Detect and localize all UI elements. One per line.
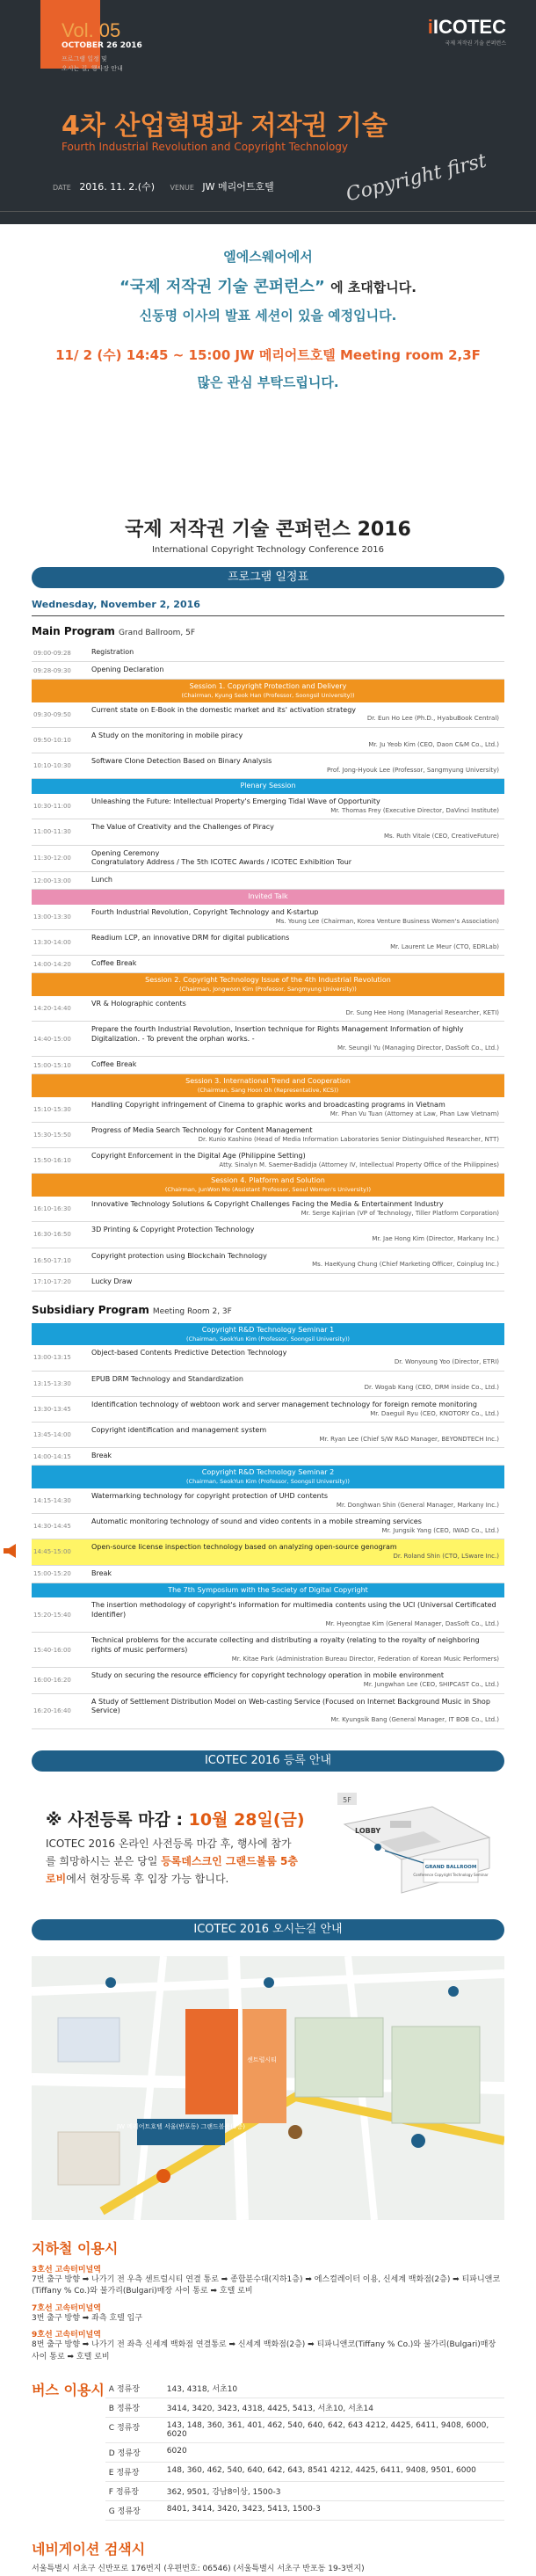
invite-conference-name: “국제 저작권 기술 콘퍼런스” [120,278,325,296]
hero-divider [0,211,536,212]
time-slot: 15:00-15:20 [33,1570,71,1578]
session-band [32,973,504,996]
bus-stop-name: B 정류장 [105,2398,163,2418]
talk-title: EPUB DRM Technology and Standardization Dr. Wogab Kang (CEO, DRM inside Co., Ltd.) [91,1374,499,1392]
schedule-row [32,1197,504,1222]
speaker: Prof. Jong-Hyouk Lee (Professor, Sangmyung University) [327,766,499,774]
session-band [32,1074,504,1097]
speaker: Mr. Hyeongtae Kim (General Manager, DasSoft Co., Ltd.) [325,1619,499,1627]
talk-title: Opening Declaration [91,666,164,674]
talk-title: VR & Holographic contents Dr. Sung Hee Hong (Managerial Researcher, KETI) [91,999,499,1016]
time-slot: 11:30-12:00 [33,855,71,862]
session-chair: (Chairman, Jongwoon Kim (Professor, Sangmyung University)) [179,986,357,993]
conference-header [0,514,536,555]
bus-stop-name: F 정류장 [105,2482,163,2501]
speaker: Dr. Kunio Kashino (Head of Media Information Laboratories Senior Distinguished Researcher, NTT) [198,1135,499,1143]
talk-title: Automatic monitoring technology of sound and video contents in a mobile streaming services Mr. Jungsik Yang (CEO, IWAD Co., Ltd.) [91,1517,499,1534]
time-slot: 11:00-11:30 [33,828,71,836]
invitation [0,224,536,514]
highlighted-talk-row [32,1539,504,1565]
copyright-script-logo: Copyright first [344,149,489,207]
schedule-row [32,1488,504,1514]
bus-stop-name: D 정류장 [105,2443,163,2463]
volume-label: Vol. 05 [62,19,121,41]
speaker: Dr. Wonyoung Yoo (Director, ETRI) [394,1358,499,1366]
time-slot: 13:00-13:15 [33,1354,71,1362]
talk-title: Copyright identification and management system Mr. Ryan Lee (Chief S/W R&D Manager, BEYONDTECH Inc.) [91,1426,499,1443]
session-band [32,1323,504,1346]
bus-routes: 148, 360, 462, 540, 640, 642, 643, 8541 4212, 4425, 6411, 9408, 9501, 6000 [163,2463,504,2482]
time-slot: 15:30-15:50 [33,1132,71,1139]
session-chair: (Chairman, SeokYun Kim (Professor, Soongsil University)) [186,1478,350,1486]
speaker: Mr. Jungwhan Lee (CEO, SHIPCAST Co., Ltd.) [363,1681,499,1689]
time-slot: 14:45-15:00 [33,1548,71,1556]
session-band [32,680,504,702]
speaker: Atty. Sinalyn M. Saemer-Badidja (Attorney IV, Intellectual Property Office of the Philippines) [219,1161,499,1169]
schedule-row [32,702,504,728]
talk-title: Watermarking technology for copyright protection of UHD contents Mr. Donghwan Shin (General Manager, Markany Inc.) [91,1491,499,1509]
time-slot: 14:40-15:00 [33,1035,71,1043]
bus-stop-name: E 정류장 [105,2463,163,2482]
main-program-room: Grand Ballroom, 5F [118,629,196,637]
conference-title: 국제 저작권 기술 콘퍼런스 2016 [125,519,411,541]
talk-title: Copyright Enforcement in the Digital Age (Philippine Setting) Atty. Sinalyn M. Saemer-Badidja (Attorney IV, Intellectual Property Office of the Philippines) [91,1152,499,1169]
session-band [32,1583,504,1598]
registration-bar: ICOTEC 2016 등록 안내 [32,1750,504,1772]
session-band [32,890,504,905]
speaker: Mr. Serge Kajirian (VP of Technology, Tiller Platform Corporation) [301,1209,499,1217]
invite-session-time: 11/ 2 (수) 14:45 ~ 15:00 JW 메리어트호텔 Meeting room 2,3F [55,347,481,363]
ballroom-sublabel: Conference Copyright Technology Seminar [413,1872,489,1877]
time-slot: 13:30-13:45 [33,1405,71,1413]
talk-title: The insertion methodology of copyright's information for multimedia contents using the UCI (Universal Certificated Identifier) Mr. Hyeongtae Kim (General Manager, DasSoft Co., Ltd.) [91,1601,499,1627]
floor-label: 5F [343,1795,351,1804]
main-program-rows [32,644,504,1292]
registration-desk-location: 등록데스크인 그랜드볼룸 5층 로비 [46,1855,298,1886]
talk-title: Software Clone Detection Based on Binary Analysis Prof. Jong-Hyouk Lee (Professor, Sangmyung University) [91,757,499,774]
main-program-heading: Main Program Grand Ballroom, 5F [32,625,196,637]
invite-line-5: 많은 관심 부탁드립니다. [197,375,339,390]
date-value: 2016. 11. 2.(수) [79,181,155,193]
bus-stop-row [105,2501,504,2521]
bus-stop-row [105,2379,504,2398]
floor-plan-diagram [336,1789,494,1895]
bus-stop-row [105,2463,504,2482]
registration-deadline: ※ 사전등록 마감 : 10월 28일(금) [46,1809,305,1830]
registration-description: ICOTEC 2016 온라인 사전등록 마감 후, 행사에 참가를 희망하시는 분은 당일 등록데스크인 그랜드볼룸 5층 로비에서 현장등록 후 입장 가능 합니다. [46,1837,298,1886]
talk-title: Lunch [91,876,112,884]
session-band [32,779,504,794]
bus-stop-name: A 정류장 [105,2379,163,2398]
event-meta [53,179,274,193]
talk-title: Handling Copyright infringement of Cinema to graphic works and broadcasting programs in Vietnam Mr. Phan Vu Tuan (Attorney at Law, Phan Law Vietnam) [91,1100,499,1117]
talk-title: Object-based Contents Predictive Detection Technology Dr. Wonyoung Yoo (Director, ETRI) [91,1349,499,1366]
session-title: Session 1. Copyright Protection and Delivery [189,682,347,690]
session-title: Session 3. International Trend and Cooperation [185,1077,351,1086]
session-title: Session 4. Platform and Solution [211,1176,325,1185]
speaker: Mr. Phan Vu Tuan (Attorney at Law, Phan Law Vietnam) [330,1110,499,1117]
time-slot: 16:10-16:30 [33,1205,71,1213]
schedule-row [32,1022,504,1057]
schedule-row [32,1222,504,1248]
speaker: Ms. Ruth Vitale (CEO, CreativeFuture) [384,833,499,840]
schedule-row [32,1148,504,1174]
time-slot: 16:20-16:40 [33,1707,71,1715]
talk-title: The Value of Creativity and the Challenges of Piracy Ms. Ruth Vitale (CEO, CreativeFuture) [91,823,499,840]
talk-title: Coffee Break [91,959,137,968]
talk-title: Current state on E-Book in the domestic market and its' activation strategy Dr. Eun Ho Lee (Ph.D., HyabuBook Central) [91,705,499,723]
talk-title: Innovative Technology Solutions & Copyright Challenges Facing the Media & Entertainment Industry Mr. Serge Kajirian (VP of Technology, Tiller Platform Corporation) [91,1200,499,1217]
talk-title: Prepare the fourth Industrial Revolution, Insertion technique for Rights Management Information of highly Digitalization. - To prevent the orphan works. - Mr. Seungil Yu (Managing Director, DasSoft Co., Ltd.) [91,1025,499,1052]
time-slot: 13:45-14:00 [33,1431,71,1439]
directions-bar: ICOTEC 2016 오시는길 안내 [32,1919,504,1940]
speaker: Mr. Jae Hong Kim (Director, Markany Inc.) [372,1235,499,1243]
talk-title: Lucky Draw [91,1277,133,1285]
time-slot: 16:30-16:50 [33,1231,71,1239]
speaker: Dr. Sung Hee Hong (Managerial Researcher, KETI) [345,1008,499,1016]
talk-title: Copyright protection using Blockchain Technology Ms. HaeKyung Chung (Chief Marketing Officer, Coinplug Inc.) [91,1251,499,1269]
time-slot: 12:00-13:00 [33,877,71,884]
schedule-row [32,1633,504,1668]
talk-title: A Study of Settlement Distribution Model on Web-casting Service (Focused on Internet Background Music in Shop Service) Mr. Kyungsik Bang (General Manager, IT BOB Co., Ltd.) [91,1697,499,1724]
schedule-row [32,1372,504,1397]
bus-stop-row [105,2482,504,2501]
hero-subtitle: Fourth Industrial Revolution and Copyright Technology [62,141,348,153]
time-slot: 14:00-14:20 [33,960,71,968]
map-graphic [32,1956,504,2220]
schedule-row [32,1668,504,1693]
bus-routes: 6020 [163,2443,504,2463]
megaphone-icon [2,1543,23,1559]
map-terminal-label: 센트럴시티 [247,2056,277,2063]
session-chair: (Chairman, Sang Hoon Oh (Representative, KCS)) [197,1087,339,1095]
session-chair: (Chairman, SeokYun Kim (Professor, Soongsil University)) [186,1335,350,1343]
schedule-row [32,819,504,845]
bus-stop-name: G 정류장 [105,2501,163,2521]
schedule-row [32,1057,504,1074]
speaker: Ms. HaeKyung Chung (Chief Marketing Officer, Coinplug Inc.) [312,1261,499,1269]
speaker: Mr. Jungsik Yang (CEO, IWAD Co., Ltd.) [381,1526,499,1534]
directions [32,2238,504,2576]
talk-title: Technical problems for the accurate collecting and distributing a royalty (relating to the royalty of neighboring rights of music performers) Mr. Kitae Park (Administration Bureau Director, Federation of Korean Music Performers) [91,1636,499,1663]
time-slot: 09:00-09:28 [33,649,71,657]
schedule-row [32,956,504,973]
subsidiary-program [32,1304,504,1729]
bus-routes: 143, 148, 360, 361, 401, 462, 540, 640, 642, 643 4212, 4425, 6411, 9408, 6000, 6020 [163,2418,504,2443]
talk-title: Readium LCP, an innovative DRM for digital publications Mr. Laurent Le Meur (CTO, EDRLab) [91,934,499,950]
schedule-row [32,1097,504,1123]
time-slot: 14:30-14:45 [33,1523,71,1531]
session-band [32,1174,504,1197]
bus-stop-name: C 정류장 [105,2418,163,2443]
speaker: Mr. Ju Yeob Kim (CEO, Daon C&M Co., Ltd.) [368,740,499,748]
map-hotel-label: JW 메리어트호텔 서울(반포동) 그랜드볼룸(5층) [117,2122,245,2130]
schedule-row [32,996,504,1022]
main-program [32,625,504,1292]
location-map[interactable] [32,1956,504,2220]
time-slot: 10:30-11:00 [33,803,71,811]
talk-title: Progress of Media Search Technology for Content Management Dr. Kunio Kashino (Head of Media Information Laboratories Senior Distinguished Researcher, NTT) [91,1126,499,1143]
time-slot: 09:30-09:50 [33,710,71,718]
speaker: Mr. Laurent Le Meur (CTO, EDRLab) [390,942,499,950]
speaker: Mr. Thomas Frey (Executive Director, DaVinci Institute) [330,806,499,814]
line9-text: 8번 출구 방향 ➡ 나가기 전 좌측 신세계 백화점 연결통로 ➡ 신세계 백화점(2층) ➡ 티파니앤코(Tiffany % Co.)와 불가리(Bulgari)매장 사이 통로 ➡ 호텔 로비 [32,2340,496,2361]
schedule-row [32,1448,504,1466]
speaker: Mr. Daeguil Ryu (CEO, KNOTORY Co., Ltd.) [370,1409,499,1417]
time-slot: 14:15-14:30 [33,1496,71,1504]
session-chair: (Chairman, Kyung Seok Han (Professor, Soongsil University)) [181,691,355,699]
session-title: The 7th Symposium with the Society of Digital Copyright [168,1585,368,1594]
schedule-row [32,1345,504,1371]
venue-label: VENUE [170,184,194,192]
nav-address: 서울특별시 서초구 신반포로 176번지 (우편번호: 06546) (서울특별시 서초구 반포동 19-3번지) [32,2565,365,2574]
time-slot: 13:00-13:30 [33,913,71,921]
deadline-date: 10월 28일(금) [188,1809,305,1830]
hero-title: 4차 산업혁명과 저작권 기술 [62,111,388,142]
session-title: Plenary Session [240,782,296,790]
speaker: Mr. Seungil Yu (Managing Director, DasSoft Co., Ltd.) [337,1044,499,1052]
subsidiary-program-room: Meeting Room 2, 3F [152,1306,232,1316]
talk-title: Fourth Industrial Revolution, Copyright Technology and K-startup Ms. Young Lee (Chairman, Korea Venture Business Women's Association) [91,907,499,925]
time-slot: 13:15-13:30 [33,1379,71,1387]
schedule-row [32,1514,504,1539]
schedule-row [32,644,504,662]
talk-title: A Study on the monitoring in mobile piracy Mr. Ju Yeob Kim (CEO, Daon C&M Co., Ltd.) [91,731,499,748]
divider [32,615,504,616]
schedule-row [32,1694,504,1729]
session-title: Session 2. Copyright Technology Issue of the 4th Industrial Revolution [145,976,391,985]
speaker: Mr. Kitae Park (Administration Bureau Director, Federation of Korean Music Performers) [231,1655,499,1663]
talk-title: 3D Printing & Copyright Protection Technology Mr. Jae Hong Kim (Director, Markany Inc.) [91,1226,499,1243]
issue-tag-1: 프로그램 일정 및 [62,55,107,62]
speaker: Ms. Young Lee (Chairman, Korea Venture Business Women's Association) [275,917,499,925]
logo-subtitle: 국제 저작권 기술 콘퍼런스 [445,40,506,47]
line7-title: 7호선 고속터미널역 [32,2303,101,2313]
talk-title: Break [91,1452,112,1460]
program-date: Wednesday, November 2, 2016 [32,599,200,610]
bus-routes: 143, 4318, 서초10 [163,2379,504,2398]
date-label: DATE [53,184,71,192]
nav-title: 네비게이션 검색시 [32,2541,146,2558]
schedule-row [32,794,504,819]
invite-line-2 [0,274,536,297]
issue-tag-2: 오시는 길, 행사장 안내 [62,65,123,72]
schedule-row [32,905,504,930]
bus-section [32,2379,504,2521]
speaker: Mr. Donghwan Shin (General Manager, Markany Inc.) [336,1501,499,1509]
time-slot: 14:20-14:40 [33,1005,71,1013]
schedule-row [32,1248,504,1274]
schedule-row [32,1566,504,1583]
line3-title: 3호선 고속터미널역 [32,2265,101,2274]
schedule-row [32,728,504,753]
invite-line-1: 엘에스웨어에서 [223,249,313,265]
time-slot: 15:20-15:40 [33,1611,71,1619]
speaker: Dr. Eun Ho Lee (Ph.D., HyabuBook Central) [366,715,499,723]
bus-routes: 362, 9501, 강남8이상, 1500-3 [163,2482,504,2501]
ballroom-label: GRAND BALLROOM [424,1864,477,1870]
time-slot: 13:30-14:00 [33,939,71,947]
talk-title: Opening Ceremony Congratulatory Address / The 5th ICOTEC Awards / ICOTEC Exhibition Tour [91,848,352,867]
session-band [32,1466,504,1488]
speaker: Mr. Ryan Lee (Chief S/W R&D Manager, BEYONDTECH Inc.) [319,1435,499,1443]
time-slot: 15:40-16:00 [33,1646,71,1654]
session-title: Copyright R&D Technology Seminar 2 [201,1468,335,1477]
schedule-row [32,1397,504,1423]
time-slot: 15:00-15:10 [33,1061,71,1069]
schedule-row [32,1274,504,1292]
registration-info [32,1772,504,1903]
time-slot: 10:10-10:30 [33,762,71,770]
schedule-row [32,930,504,956]
speaker: Mr. Kyungsik Bang (General Manager, IT BOB Co., Ltd.) [330,1716,499,1724]
invite-line-2-rest: 에 초대합니다. [330,280,416,295]
talk-title: Break [91,1568,112,1577]
schedule-row [32,753,504,779]
time-slot: 17:10-17:20 [33,1278,71,1286]
program-bar: 프로그램 일정표 [32,567,504,588]
bus-stop-row [105,2398,504,2418]
schedule-row [32,1123,504,1148]
subsidiary-program-rows [32,1323,504,1729]
time-slot: 09:50-10:10 [33,736,71,744]
line3-text: 7번 출구 방향 ➡ 나가기 전 우측 센트럴시티 연결 통로 ➡ 종합분수대(지하1층) ➡ 에스컬레이터 이용, 신세계 백화점(2층) ➡ 티파니앤코(Tiffany % Co.)와 불가리(Bulgari)매장 사이 통로 ➡ 호텔 로비 [32,2274,501,2296]
speaker: Dr. Wogab Kang (CEO, DRM inside Co., Ltd.) [364,1384,499,1392]
venue-value: JW 메리어트호텔 [202,181,274,193]
subway-title: 지하철 이용시 [32,2239,119,2257]
time-slot: 15:50-16:10 [33,1157,71,1165]
bus-stop-row [105,2443,504,2463]
issue-date: OCTOBER 26 2016 [62,41,142,50]
talk-title: Registration [91,648,134,657]
talk-title: Open-source license inspection technology based on analyzing open-source genogram Dr. Roland Shin (CTO, LSware Inc.) [91,1543,499,1561]
conference-title-en: International Copyright Technology Conference 2016 [151,545,384,555]
schedule-row [32,846,504,873]
hero-banner [0,0,536,224]
lobby-label: LOBBY [355,1826,381,1835]
schedule-row [32,872,504,890]
navigation-section [32,2538,504,2576]
invite-line-3: 신동명 이사의 발표 세션이 있을 예정입니다. [139,308,397,324]
session-chair: (Chairman, JunWon Mo (Assistant Professor, Seoul Women's University)) [164,1186,372,1194]
bus-title: 버스 이용시 [32,2382,105,2399]
bus-routes: 3414, 3420, 3423, 4318, 4425, 5413, 서초10, 서초14 [163,2398,504,2418]
schedule-row [32,662,504,680]
talk-title: Identification technology of webtoon work and server management technology for foreign remote monitoring Mr. Daeguil Ryu (CEO, KNOTORY Co., Ltd.) [91,1400,499,1417]
bus-routes: 8401, 3414, 3420, 3423, 5413, 1500-3 [163,2501,504,2521]
time-slot: 09:28-09:30 [33,666,71,674]
line7-text: 3번 출구 방향 ➡ 좌측 호텔 입구 [32,2313,143,2323]
time-slot: 16:50-17:10 [33,1256,71,1264]
line9-title: 9호선 고속터미널역 [32,2331,101,2340]
schedule-row [32,1423,504,1448]
time-slot: 16:00-16:20 [33,1677,71,1685]
session-title: Invited Talk [248,892,288,901]
icotec-logo: iICOTEC [427,16,506,38]
session-title: Copyright R&D Technology Seminar 1 [201,1325,335,1334]
subsidiary-program-heading: Subsidiary Program Meeting Room 2, 3F [32,1303,232,1316]
time-slot: 14:00-14:15 [33,1452,71,1460]
speaker: Dr. Roland Shin (CTO, LSware Inc.) [393,1553,499,1561]
talk-title: Unleashing the Future: Intellectual Property's Emerging Tidal Wave of Opportunity Mr. Thomas Frey (Executive Director, DaVinci Institute) [91,797,499,814]
bus-stop-row [105,2418,504,2443]
schedule-row [32,1597,504,1633]
talk-title: Study on securing the resource efficiency for copyright technology operation in mobile environment Mr. Jungwhan Lee (CEO, SHIPCAST Co., Ltd.) [91,1671,499,1689]
bus-table [105,2379,504,2521]
time-slot: 15:10-15:30 [33,1105,71,1113]
talk-title: Coffee Break [91,1060,137,1069]
